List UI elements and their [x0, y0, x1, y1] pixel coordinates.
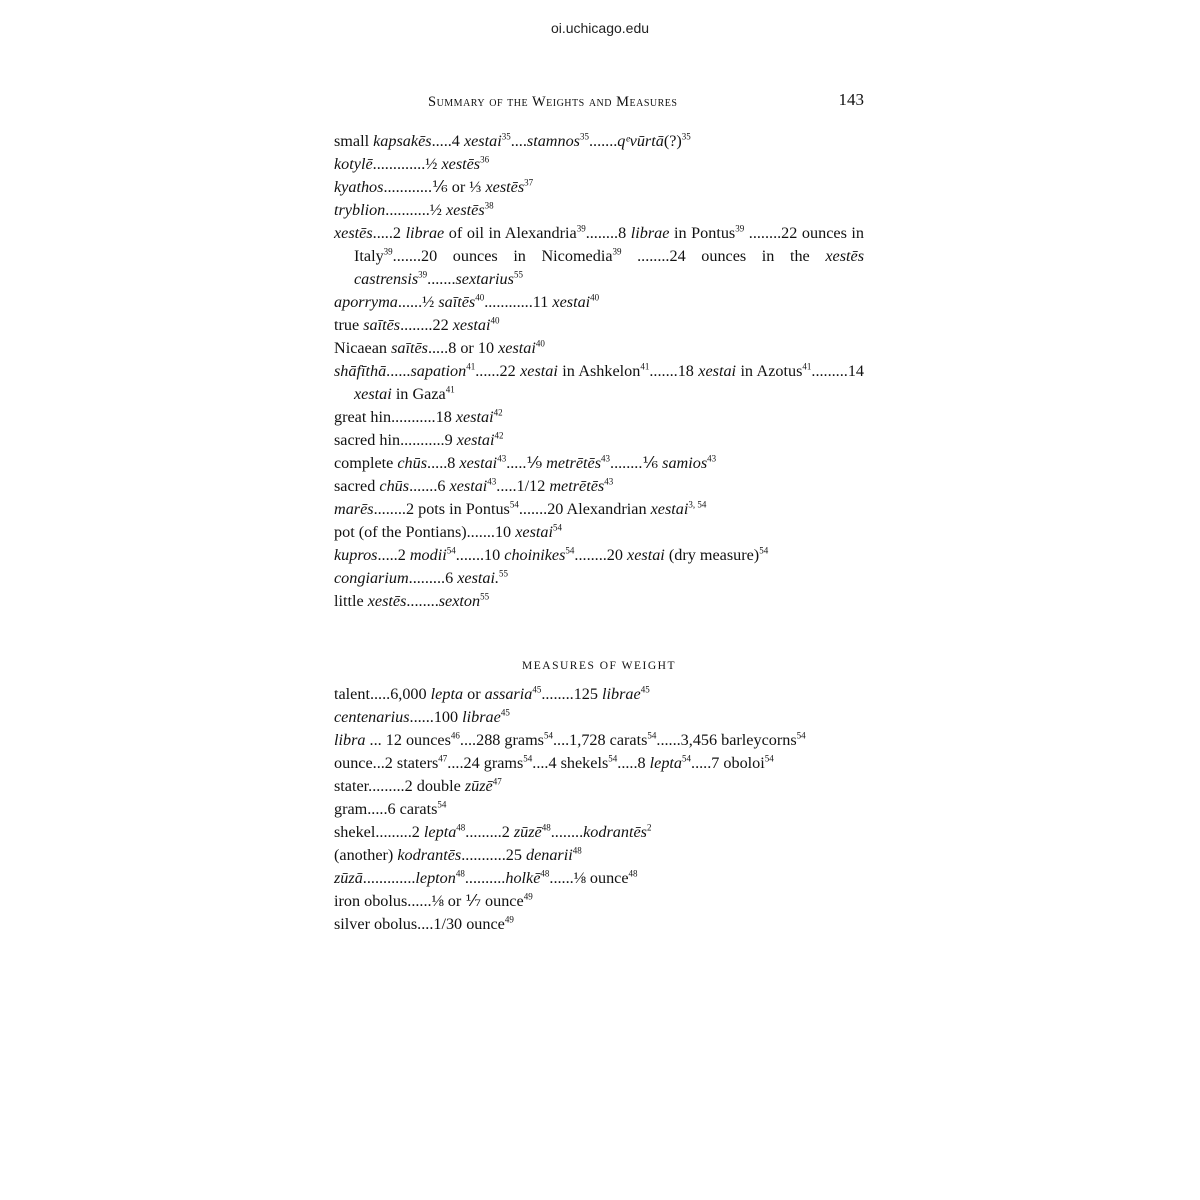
weight-measure-entry: stater.........2 double zūzē$^{47}$ — [334, 776, 502, 795]
volume-measure-entry: great hin...........18 xestai$^{42}$ — [334, 407, 503, 426]
weight-measure-entry: iron obolus......⅛ or ⅐ ounce$^{49}$ — [334, 891, 533, 910]
volume-measure-entry: sacred chūs.......6 xestai$^{43}$.....1/12 metrētēs$^{43}$ — [334, 476, 614, 495]
weight-measures-list — [334, 683, 864, 936]
weight-measure-entry: talent.....6,000 lepta or assaria$^{45}$........125 librae$^{45}$ — [334, 684, 650, 703]
page-number: 143 — [838, 90, 864, 109]
weight-measure-entry: gram.....6 carats$^{54}$ — [334, 799, 447, 818]
weight-measure-entry: (another) kodrantēs...........25 denarii$^{48}$ — [334, 845, 582, 864]
weight-measure-entry: libra ... 12 ounces$^{46}$....288 grams$^{54}$....1,728 carats$^{54}$......3,456 barleycorns$^{54}$ — [334, 730, 806, 749]
volume-measure-entry: shāfīthā......sapation$^{41}$......22 xestai in Ashkelon$^{41}$.......18 xestai in Azotus$^{41}$.........14 xestai in Gaza$^{41}$ — [334, 361, 864, 403]
volume-measure-entry: sacred hin...........9 xestai$^{42}$ — [334, 430, 504, 449]
volume-measure-entry: tryblion...........½ xestēs$^{38}$ — [334, 200, 494, 219]
volume-measure-entry: congiarium.........6 xestai.$^{55}$ — [334, 568, 509, 587]
source-watermark: oi.uchicago.edu — [550, 20, 650, 36]
volume-measure-entry: little xestēs........sexton$^{55}$ — [334, 591, 490, 610]
running-head: Summary of the Weights and Measures — [428, 94, 678, 110]
weight-measure-entry: zūzā.............lepton$^{48}$..........holkē$^{48}$......⅛ ounce$^{48}$ — [334, 868, 638, 887]
section-heading-weight: MEASURES OF WEIGHT — [522, 660, 676, 672]
volume-measure-entry: kyathos............⅙ or ⅓ xestēs$^{37}$ — [334, 177, 534, 196]
volume-measure-entry: true saītēs........22 xestai$^{40}$ — [334, 315, 500, 334]
volume-measure-entry: complete chūs.....8 xestai$^{43}$.....⅑ metrētēs$^{43}$........⅙ samios$^{43}$ — [334, 453, 717, 472]
weight-measure-entry: ounce...2 staters$^{47}$....24 grams$^{54}$....4 shekels$^{54}$.....8 lepta$^{54}$.....7 oboloi$^{54}$ — [334, 753, 774, 772]
weight-measure-entry: centenarius......100 librae$^{45}$ — [334, 707, 510, 726]
volume-measure-entry: aporryma......½ saītēs$^{40}$............11 xestai$^{40}$ — [334, 292, 600, 311]
volume-measure-entry: small kapsakēs.....4 xestai$^{35}$....stamnos$^{35}$.......qᵉvūrtā(?)$^{35}$ — [334, 131, 691, 150]
volume-measure-entry: pot (of the Pontians).......10 xestai$^{54}$ — [334, 522, 562, 541]
page-header — [334, 90, 864, 114]
volume-measure-entry: kotylē.............½ xestēs$^{36}$ — [334, 154, 490, 173]
volume-measures-list — [334, 130, 864, 613]
weight-measure-entry: silver obolus....1/30 ounce$^{49}$ — [334, 914, 514, 933]
volume-measure-entry: kupros.....2 modii$^{54}$.......10 choinikes$^{54}$........20 xestai (dry measure)$^{54}$ — [334, 545, 769, 564]
weight-measure-entry: shekel.........2 lepta$^{48}$.........2 zūzē$^{48}$........kodrantēs$^2$ — [334, 822, 652, 841]
volume-measure-entry: marēs........2 pots in Pontus$^{54}$.......20 Alexandrian xestai$^{3, 54}$ — [334, 499, 707, 518]
volume-measure-entry: xestēs.....2 librae of oil in Alexandria$^{39}$........8 librae in Pontus$^{39}$ ........22 ounces in Italy$^{39}$.......20 ounces in Nicomedia$^{39}$ ........24 ounces in the xestēs castrensis$^{39}$.......sextarius$^{55}$ — [334, 223, 865, 288]
volume-measure-entry: Nicaean saītēs.....8 or 10 xestai$^{40}$ — [334, 338, 545, 357]
